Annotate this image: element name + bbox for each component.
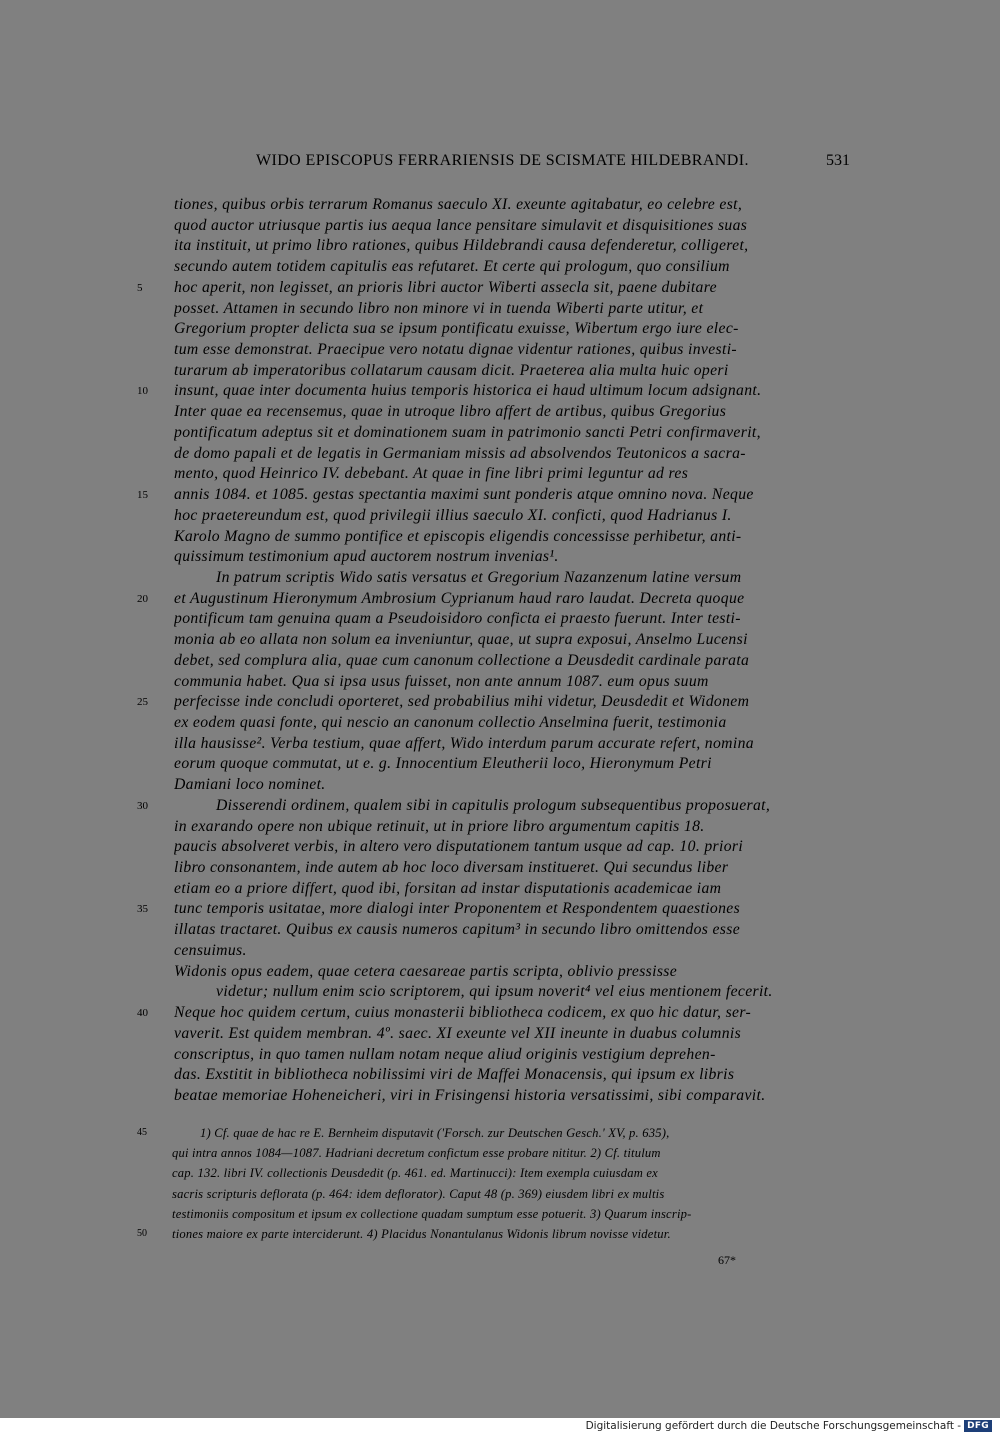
digitization-footer <box>586 1418 992 1434</box>
text-line: tiones, quibus orbis terrarum Romanus saeculo XI. exeunte agitabatur, eo celebre est, <box>174 196 743 213</box>
footnote-line: testimoniis compositum et ipsum ex collectione quadam sumptum esse potuerit. 3) Quarum inscrip- <box>172 1206 692 1221</box>
line-number: 25 <box>137 696 148 709</box>
footnote-line: 1) Cf. quae de hac re E. Bernheim disputavit ('Forsch. zur Deutschen Gesch.' XV, p. 635), <box>200 1126 670 1140</box>
line-number: 5 <box>137 281 143 294</box>
line-number: 30 <box>137 799 148 812</box>
text-line: tunc temporis usitatae, more dialogi inter Proponentem et Respondentem quaestiones <box>174 900 741 918</box>
text-line: etiam eo a priore differt, quod ibi, forsitan ad instar disputationis academicae iam <box>174 879 722 897</box>
text-line: tum esse demonstrat. Praecipue vero notatu dignae videntur rationes, quibus investi- <box>174 341 737 359</box>
text-line: secundo autem totidem capitulis eas refutaret. Et certe qui prologum, quo consilium <box>174 258 730 276</box>
text-line: Disserendi ordinem, qualem sibi in capitulis prologum subsequentibus proposuerat, <box>216 796 771 814</box>
text-line: ita instituit, ut primo libro rationes, quibus Hildebrandi causa defenderetur, colligeret, <box>174 237 749 255</box>
text-line: hoc aperit, non legisset, an prioris libri auctor Wiberti assecla sit, paene dubitare <box>174 278 717 296</box>
running-title: WIDO EPISCOPUS FERRARIENSIS DE SCISMATE HILDEBRANDI. <box>256 152 749 169</box>
text-line: in exarando opere non ubique retinuit, ut in priore libro argumentum capitis 18. <box>174 817 705 835</box>
line-number: 15 <box>137 489 148 502</box>
text-line: libro consonantem, inde autem ab hoc loco diversam institueret. Qui secundus liber <box>174 859 729 877</box>
text-line: In patrum scriptis Wido satis versatus et Gregorium Nazanzenum latine versum <box>216 568 742 586</box>
text-line: insunt, quae inter documenta huius temporis historica ei haud ultimum locum adsignant. <box>174 382 762 400</box>
text-line: monia ab eo allata non solum ea inveniuntur, quae, ut supra exposui, Anselmo Lucensi <box>174 631 748 649</box>
text-line: Gregorium propter delicta sua se ipsum pontificatu exuisse, Wibertum ergo iure elec- <box>174 320 739 338</box>
text-line: ex eodem quasi fonte, qui nescio an canonum collectio Anselmina fuerit, testimonia <box>174 714 727 731</box>
text-line: Karolo Magno de summo pontifice et episcopis eligendis concessisse perhibetur, anti- <box>174 527 742 545</box>
line-number: 35 <box>137 903 148 916</box>
footnote-line-number: 50 <box>137 1228 147 1239</box>
text-line: pontificum tam genuina quam a Pseudoisidoro conficta ei praesto fuerunt. Inter testi- <box>174 610 741 628</box>
text-line: vaverit. Est quidem membran. 4º. saec. XI exeunte vel XII ineunte in duabus columnis <box>174 1024 742 1042</box>
dfg-logo: DFG <box>964 1420 992 1432</box>
text-line: et Augustinum Hieronymum Ambrosium Cyprianum haud raro laudat. Decreta quoque <box>174 589 745 607</box>
text-line: Widonis opus eadem, quae cetera caesareae partis scripta, oblivio pressisse <box>174 962 678 980</box>
text-line: hoc praetereundum est, quod privilegii illius saeculo XI. conficti, quod Hadrianus I. <box>174 506 732 524</box>
footnote-line: qui intra annos 1084—1087. Hadriani decretum confictum esse probare nititur. 2) Cf. titulum <box>172 1146 661 1161</box>
text-line: videtur; nullum enim scio scriptorem, qui ipsum noverit⁴ vel eius mentionem fecerit. <box>216 983 773 1001</box>
text-line: paucis absolveret verbis, in altero vero disputationem tantum usque ad cap. 10. priori <box>174 838 744 856</box>
text-line: de domo papali et de legatis in Germaniam missis ad absolvendos Teutonicos a sacra- <box>174 444 746 462</box>
text-line: conscriptus, in quo tamen nullam notam neque aliud originis vestigium deprehen- <box>174 1045 716 1063</box>
footnote-line: cap. 132. libri IV. collectionis Deusdedit (p. 461. ed. Martinucci): Item exempla cuiusdam ex <box>172 1166 658 1181</box>
text-line: das. Exstitit in bibliotheca nobilissimi viri de Maffei Monacensis, qui ipsum ex libris <box>174 1066 735 1084</box>
text-line: illatas tractaret. Quibus ex causis numeros capitum³ in secundo libro omittendos esse <box>174 921 741 939</box>
footnote-line: tiones maiore ex parte interciderunt. 4) Placidus Nonantulanus Widonis librum novisse videtur. <box>172 1227 671 1241</box>
text-line: Damiani loco nominet. <box>174 776 326 794</box>
line-number: 10 <box>137 385 148 398</box>
text-line: annis 1084. et 1085. gestas spectantia maximi sunt ponderis atque omnino nova. Neque <box>174 486 754 504</box>
line-number: 40 <box>137 1007 148 1020</box>
text-line: beatae memoriae Hoheneicheri, viri in Frisingensi historia versatissimi, sibi comparavit. <box>174 1086 766 1104</box>
footnote-line-number: 45 <box>137 1127 147 1138</box>
text-line: censuimus. <box>174 941 247 959</box>
line-number: 20 <box>137 592 148 605</box>
text-line: turarum ab imperatoribus collatarum causam dicit. Praeterea alia multa huic operi <box>174 361 729 379</box>
text-line: perfecisse inde concludi oporteret, sed probabilius mihi videtur, Deusdedit et Widonem <box>174 693 750 711</box>
text-line: quissimum testimonium apud auctorem nostrum invenias¹. <box>174 548 559 566</box>
text-line: pontificatum adeptus sit et dominationem suam in patrimonio sancti Petri confirmaverit, <box>174 423 761 441</box>
footnote-line: sacris scripturis deflorata (p. 464: idem deflorator). Caput 48 (p. 369) eiusdem libri ex multis <box>172 1186 665 1201</box>
text-line: Neque hoc quidem certum, cuius monasterii bibliotheca codicem, ex quo hic datur, ser- <box>174 1004 752 1022</box>
text-line: quod auctor utriusque partis ius aequa lance pensitare simulavit et disquisitiones suas <box>174 216 748 234</box>
text-line: posset. Attamen in secundo libro non minore vi in tuenda Wiberti parte utitur, et <box>174 299 704 317</box>
text-line: illa hausisse². Verba testium, quae affert, Wido interdum parum accurate refert, nomina <box>174 734 754 752</box>
text-line: mento, quod Heinrico IV. debebant. At quae in fine libri primi leguntur ad res <box>174 465 689 483</box>
text-line: communia habet. Qua si ipsa usus fuisset, non ante annum 1087. eum opus suum <box>174 672 709 690</box>
text-line: eorum quoque commutat, ut e. g. Innocentium Eleutherii loco, Hieronymum Petri <box>174 755 712 773</box>
signature-mark: 67* <box>718 1253 736 1267</box>
text-line: debet, sed complura alia, quae cum canonum collectione a Deusdedit cardinale parata <box>174 651 750 669</box>
footer-text: Digitalisierung gefördert durch die Deutsche Forschungsgemeinschaft - <box>585 1420 962 1432</box>
page-number: 531 <box>826 152 850 169</box>
text-line: Inter quae ea recensemus, quae in utroque libro affert de artibus, quibus Gregorius <box>174 403 727 421</box>
